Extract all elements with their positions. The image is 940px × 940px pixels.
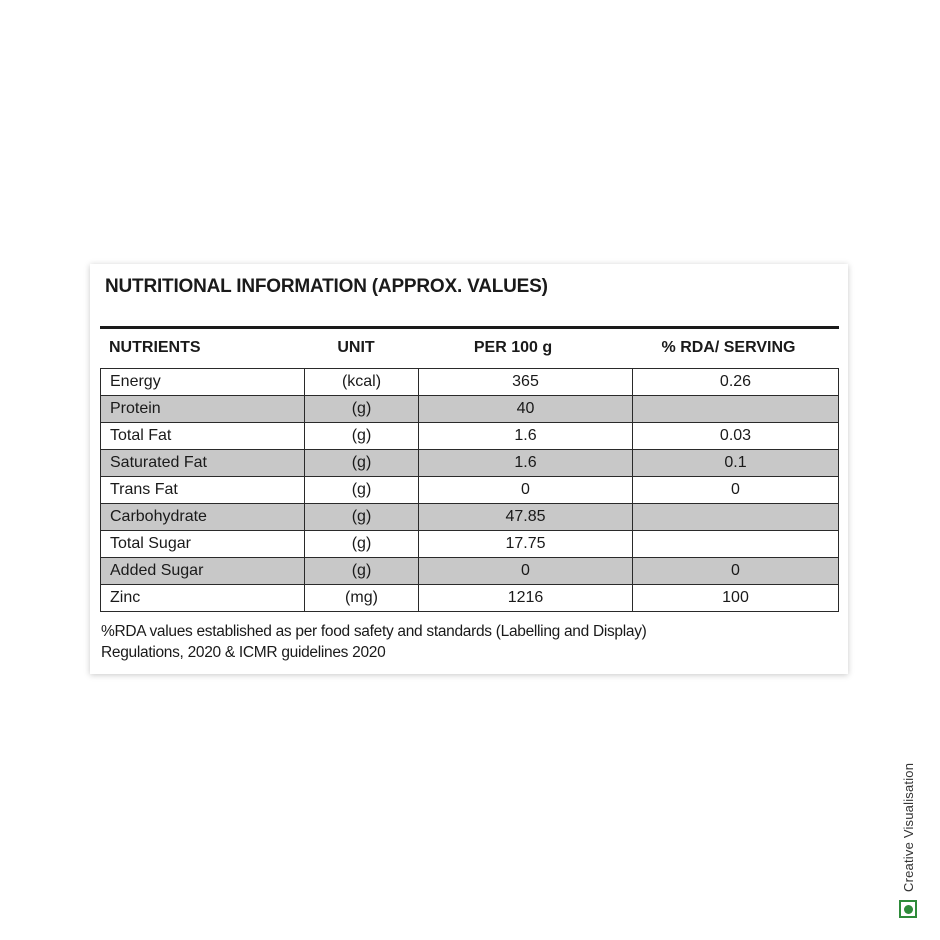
table-row [101,531,839,558]
nutrient-rda: 0.1 [633,450,839,477]
nutrient-name: Total Sugar [101,531,305,558]
header-per-100g: PER 100 g [473,339,553,356]
nutrient-per100: 0 [419,477,633,504]
nutrient-unit: (g) [305,558,419,585]
nutrient-name: Zinc [101,585,305,612]
nutrient-per100: 1.6 [419,450,633,477]
nutrient-unit: (g) [305,450,419,477]
nutrient-name: Protein [101,396,305,423]
table-row [101,396,839,423]
table-row [101,423,839,450]
veg-dot-icon [904,905,913,914]
header-rda-serving: % RDA/ SERVING [661,339,796,356]
nutrition-panel [90,264,848,674]
nutrient-name: Total Fat [101,423,305,450]
title-divider [100,326,839,329]
table-row [101,369,839,396]
table-row [101,585,839,612]
nutrient-rda: 0 [633,558,839,585]
nutrient-rda: 0 [633,477,839,504]
nutrient-rda [633,531,839,558]
nutrient-rda: 0.26 [633,369,839,396]
nutrient-unit: (g) [305,504,419,531]
nutrient-unit: (g) [305,531,419,558]
nutrient-name: Saturated Fat [101,450,305,477]
nutrient-name: Added Sugar [101,558,305,585]
nutrient-per100: 0 [419,558,633,585]
footnote-line-2: Regulations, 2020 & ICMR guidelines 2020 [101,644,386,661]
footnote-line-1: %RDA values established as per food safety and standards (Labelling and Display) [101,623,647,640]
nutrient-per100: 1216 [419,585,633,612]
table-row [101,477,839,504]
nutrient-unit: (g) [305,423,419,450]
nutrient-name: Carbohydrate [101,504,305,531]
nutrient-rda: 0.03 [633,423,839,450]
creative-visualisation-label: Creative Visualisation [901,762,916,892]
nutrient-unit: (g) [305,396,419,423]
nutrient-per100: 17.75 [419,531,633,558]
nutrient-unit: (kcal) [305,369,419,396]
nutrient-per100: 40 [419,396,633,423]
panel-title: NUTRITIONAL INFORMATION (APPROX. VALUES) [105,276,548,297]
nutrient-rda: 100 [633,585,839,612]
table-header [100,339,839,363]
nutrient-per100: 365 [419,369,633,396]
nutrient-rda [633,396,839,423]
nutrient-name: Energy [101,369,305,396]
table-row [101,504,839,531]
rda-footnote [101,621,831,663]
nutrient-unit: (mg) [305,585,419,612]
veg-symbol-icon [899,900,917,918]
nutrient-unit: (g) [305,477,419,504]
nutrient-per100: 47.85 [419,504,633,531]
nutrition-table [100,368,839,612]
nutrient-rda [633,504,839,531]
table-row [101,450,839,477]
header-unit: UNIT [337,339,375,356]
table-row [101,558,839,585]
nutrient-name: Trans Fat [101,477,305,504]
nutrient-per100: 1.6 [419,423,633,450]
header-nutrients: NUTRIENTS [109,339,201,356]
